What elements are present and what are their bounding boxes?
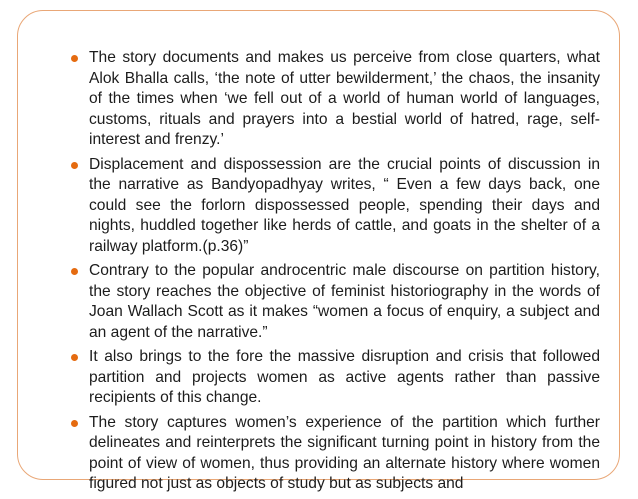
bullet-item [89,347,600,409]
bullet-item [89,261,600,343]
bullet-dot-icon [71,354,78,361]
bullet-dot-icon [71,162,78,169]
bullet-text: The story documents and makes us perceive from close quarters, what Alok Bhalla calls, ‘the note of utter bewilderment,’ the chaos, the insanity of the times when ‘we fell out of a world of human world of languages, customs, rituals and prayers into a bestial world of hatred, rage, self-interest and frenzy.’ [89,49,600,148]
bullet-item [89,48,600,151]
bullet-dot-icon [71,55,78,62]
bullet-dot-icon [71,268,78,275]
bullet-text: Contrary to the popular androcentric male discourse on partition history, the story reaches the objective of feminist historiography in the words of Joan Wallach Scott as it makes “women a focus of enquiry, a subject and an agent of the narrative.” [89,262,600,341]
bullet-item [89,155,600,258]
bullet-dot-icon [71,420,78,427]
bullet-text: It also brings to the fore the massive disruption and crisis that followed partition and projects women as active agents rather than passive recipients of this change. [89,348,600,406]
bullet-item [89,413,600,495]
bullet-text: The story captures women’s experience of the partition which further delineates and reinterprets the significant turning point in history from the point of view of women, thus providing an alternate history where women figured not just as objects of study but as subjects and [89,413,600,492]
bullet-text: Displacement and dispossession are the crucial points of discussion in the narrative as Bandyopadhyay writes, “ Even a few days back, one could see the forlorn dispossessed people, spending their days and nights, huddled together like herds of cattle, and goats in the shelter of a railway platform.(p.36)” [89,155,600,255]
bullet-list [89,48,600,499]
